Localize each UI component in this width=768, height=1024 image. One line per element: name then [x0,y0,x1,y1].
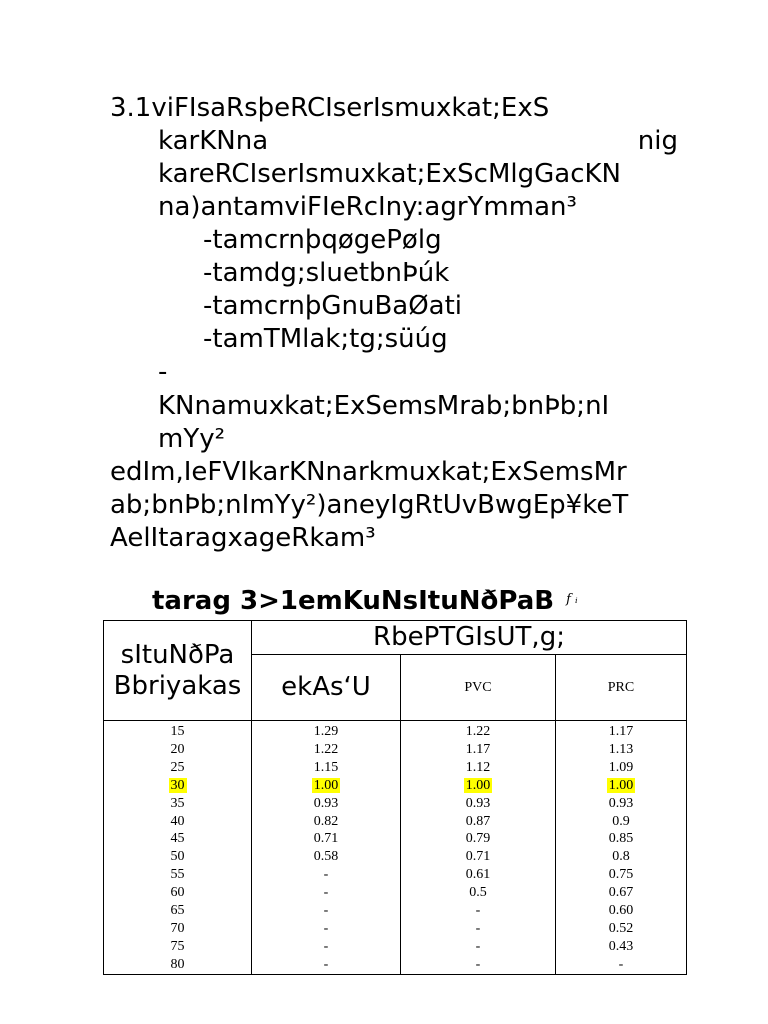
rubber-column [252,721,401,975]
pvc-value-text: 1.22 [465,724,491,739]
rubber-value [252,956,400,974]
temperature-value-text: 35 [170,795,185,811]
rubber-value-text: - [323,903,329,919]
prc-value-text: 0.75 [608,867,634,883]
pvc-value-text: 0.79 [465,831,491,847]
rubber-value [252,866,400,884]
temperature-value-text: 70 [170,920,185,936]
pvc-value [401,830,555,848]
paragraph-line-13: ab;bnÞb;nImYy²)aneyIgRtUvBwgEp¥keT [110,490,629,520]
temperature-value [104,723,251,741]
temperature-factor-table [103,620,687,975]
prc-value [556,902,686,920]
temperature-value-text: 65 [170,903,185,919]
pvc-value [401,759,555,777]
temperature-value [104,902,251,920]
prc-value [556,795,686,813]
pvc-value [401,723,555,741]
paragraph-line-11: mYy² [158,424,226,454]
temperature-value [104,795,251,813]
rubber-value-text: 0.82 [313,813,339,829]
rubber-value-text: 1.15 [313,759,339,775]
pvc-value [401,884,555,902]
temperature-value [104,777,251,795]
pvc-value-text: 0.93 [465,795,491,811]
temperature-value [104,938,251,956]
rubber-value [252,884,400,902]
rubber-value-text: - [323,938,329,954]
rubber-value-text: 0.71 [313,831,339,847]
rubber-value [252,830,400,848]
rubber-value [252,902,400,920]
header-prc: PRC [556,655,687,721]
prc-value-text: 0.93 [608,795,634,811]
temperature-value-text: 80 [170,956,185,972]
rubber-value [252,920,400,938]
paragraph-line-10: KNnamuxkat;ExSemsMrab;bnÞb;nI [158,391,610,421]
temperature-value-text: 40 [170,813,185,829]
paragraph-line-12: edIm,IeFVIkarKNnarkmuxkat;ExSemsMr [110,457,627,487]
paragraph-line-2-left: karKNna [158,126,269,156]
prc-value-text: 1.09 [608,759,634,775]
pvc-column [401,721,556,975]
prc-value [556,938,686,956]
temperature-value-text: 25 [170,759,185,775]
bullet-item-2: -tamdg;sluetbnÞúk [203,258,450,288]
pvc-value-text: - [475,938,481,954]
header-rubber: ekAs‘U [252,655,401,721]
prc-value [556,848,686,866]
prc-value [556,830,686,848]
prc-value-text: 0.8 [612,849,630,865]
pvc-value-text: 0.61 [465,867,491,883]
temperature-value-text: 75 [170,938,185,954]
temperature-value [104,759,251,777]
prc-value [556,920,686,938]
pvc-value-text: 1.12 [465,759,491,775]
rubber-value-text: 1.00 [313,777,339,793]
pvc-value [401,777,555,795]
caption-symbol: f ᵢ [566,592,578,607]
prc-value-text: 0.85 [608,831,634,847]
rubber-value [252,938,400,956]
temperature-value-text: 45 [170,831,185,847]
temperature-value-text: 15 [170,724,185,739]
temperature-value [104,813,251,831]
pvc-value-text: 0.5 [469,885,487,901]
paragraph-line-2-right: nig [637,126,678,156]
rubber-value-text: 0.58 [313,849,339,865]
temperature-value-text: 55 [170,867,185,883]
bullet-item-3: -tamcrnþGnuBaØati [203,291,463,321]
paragraph-line-14: AelItaragxageRkam³ [110,523,376,553]
prc-value [556,777,686,795]
prc-value-text: 1.00 [608,777,634,793]
paragraph-line-3: kareRCIserIsmuxkat;ExScMlgGacKN [158,159,622,189]
pvc-value [401,741,555,759]
temperature-value-text: 20 [170,741,185,757]
table-caption [152,586,578,616]
pvc-value [401,848,555,866]
rubber-value-text: 0.93 [313,795,339,811]
rubber-value [252,848,400,866]
prc-column [556,721,687,975]
rubber-value-text: 1.22 [313,741,339,757]
rubber-value [252,795,400,813]
prc-value [556,759,686,777]
pvc-value-text: 0.87 [465,813,491,829]
prc-value [556,813,686,831]
prc-value-text: 0.60 [608,903,634,919]
pvc-value-text: - [475,903,481,919]
temperature-value [104,866,251,884]
prc-value-text: 1.13 [608,741,634,757]
temperature-value [104,956,251,974]
table-caption-text: tarag 3>1emKuNsItuNðPaB [152,586,555,616]
temperature-value [104,830,251,848]
bullet-item-1: -tamcrnþqøgePølg [203,225,442,255]
temperature-value-text: 60 [170,885,185,901]
paragraph-line-1: 3.1viFIsaRsþeRCIserIsmuxkat;ExS [110,93,550,123]
prc-value-text: 0.52 [608,920,634,936]
pvc-value-text: 0.71 [465,849,491,865]
header-group: RbePTGIsUT,g; [252,621,687,655]
temperature-column [104,721,252,975]
rubber-value [252,759,400,777]
pvc-value-text: 1.17 [465,741,491,757]
bullet-item-4: -tamTMlak;tg;süúg [203,324,448,354]
rubber-value-text: - [323,885,329,901]
prc-value [556,741,686,759]
prc-value [556,866,686,884]
header-pvc: PVC [401,655,556,721]
pvc-value [401,938,555,956]
prc-value-text: 0.67 [608,885,634,901]
pvc-value [401,813,555,831]
dash-line: - [158,357,168,387]
temperature-value [104,920,251,938]
prc-value [556,723,686,741]
pvc-value [401,866,555,884]
pvc-value [401,795,555,813]
rubber-value [252,741,400,759]
prc-value [556,884,686,902]
rubber-value [252,723,400,741]
header-temperature: sItuNðPa Bbriyakas [104,621,252,721]
rubber-value-text: 1.29 [313,724,339,739]
temperature-value-text: 30 [170,777,185,793]
prc-value-text: 0.43 [608,938,634,954]
pvc-value [401,902,555,920]
pvc-value [401,956,555,974]
rubber-value [252,813,400,831]
rubber-value-text: - [323,867,329,883]
prc-value [556,956,686,974]
prc-value-text: - [618,956,624,972]
prc-value-text: 1.17 [608,724,634,739]
pvc-value-text: 1.00 [465,777,491,793]
temperature-value-text: 50 [170,849,185,865]
paragraph-line-4: na)antamviFIeRcIny:agrYmman³ [158,192,577,222]
temperature-value [104,848,251,866]
rubber-value-text: - [323,920,329,936]
pvc-value [401,920,555,938]
temperature-value [104,884,251,902]
pvc-value-text: - [475,920,481,936]
temperature-value [104,741,251,759]
prc-value-text: 0.9 [612,813,630,829]
pvc-value-text: - [475,956,481,972]
rubber-value [252,777,400,795]
rubber-value-text: - [323,956,329,972]
